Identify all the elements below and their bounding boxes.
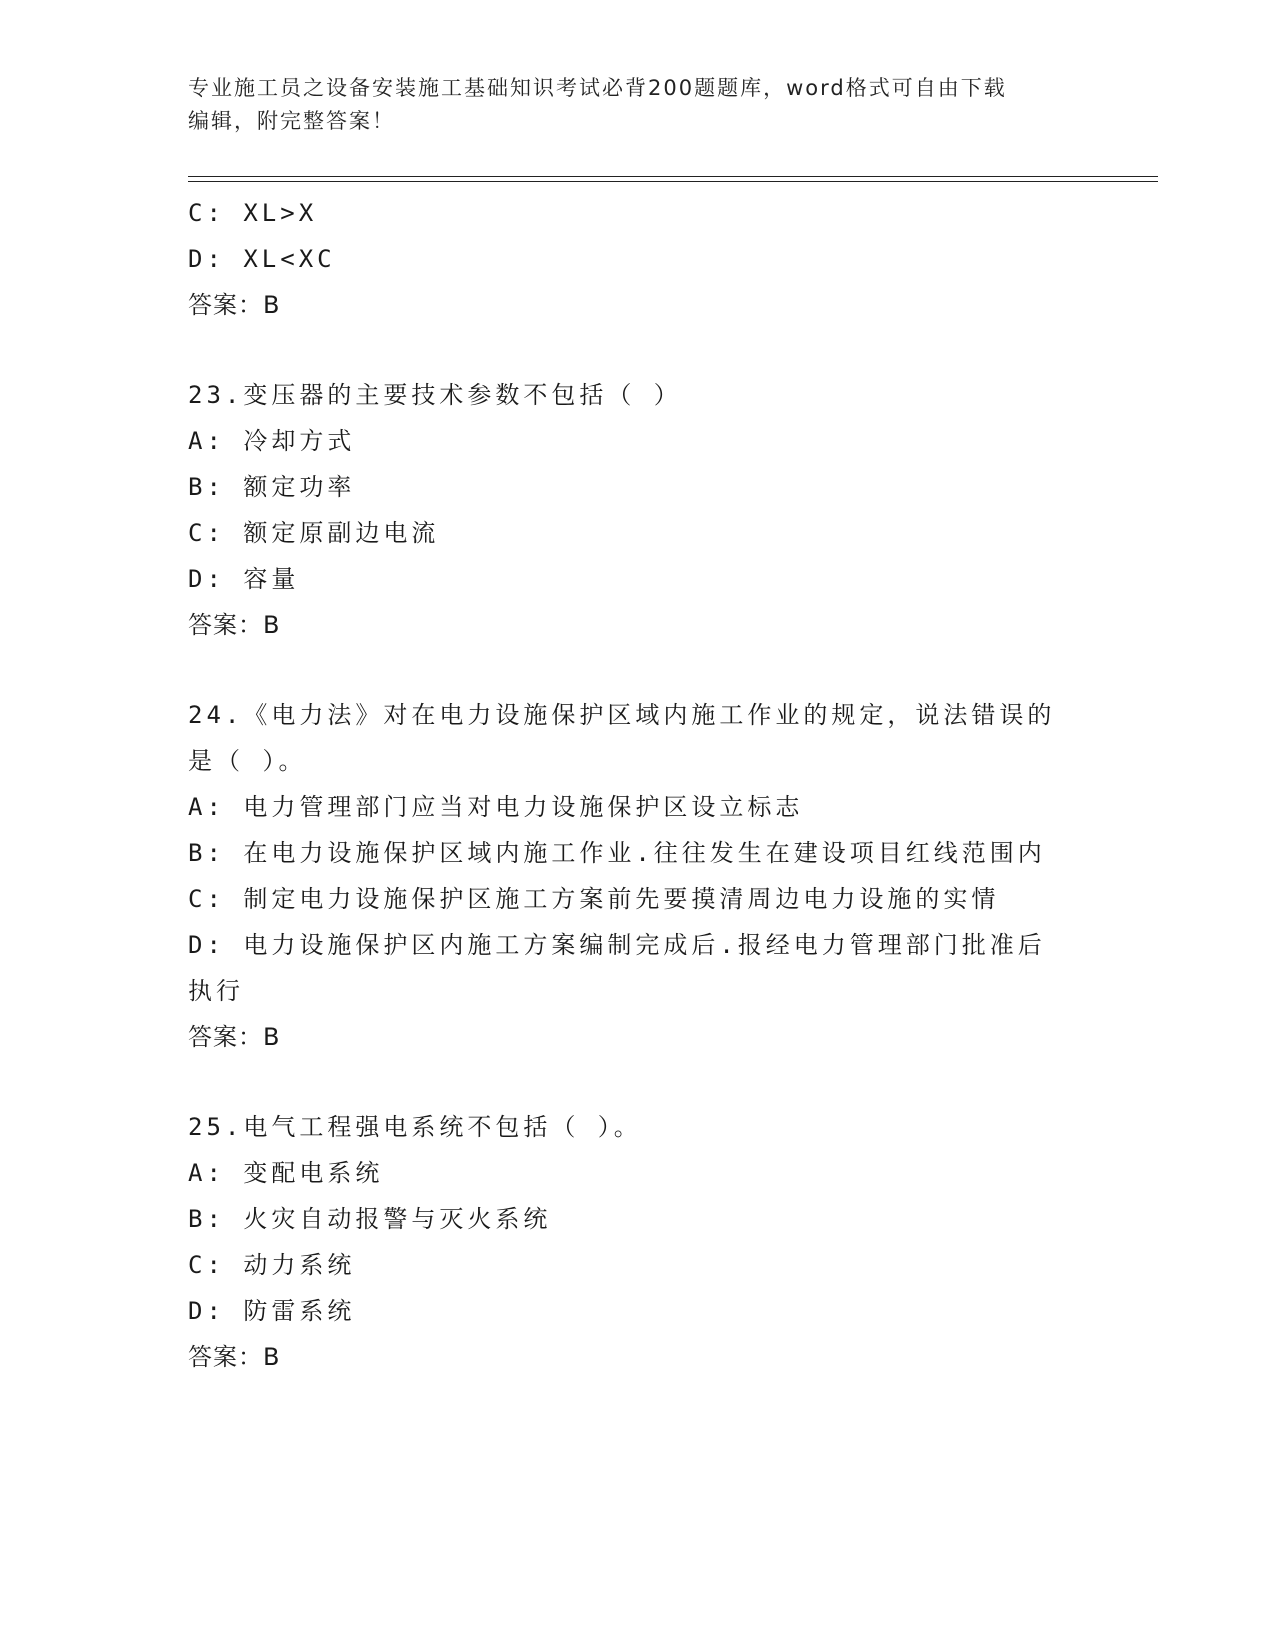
option-d: D: 电力设施保护区内施工方案编制完成后.报经电力管理部门批准后 <box>188 931 1046 959</box>
question-list <box>188 190 1088 1380</box>
answer-line: 答案：B <box>188 611 281 639</box>
answer-line: 答案：B <box>188 1343 281 1371</box>
header-divider-bottom <box>188 181 1158 182</box>
option-c: C: 制定电力设施保护区施工方案前先要摸清周边电力设施的实情 <box>188 885 1000 913</box>
question-stem-continued: 是（ ）。 <box>188 747 307 775</box>
option-b: B: 额定功率 <box>188 473 356 501</box>
option-c: C: 额定原副边电流 <box>188 519 440 547</box>
answer-line: 答案：B <box>188 291 281 319</box>
question-25 <box>188 1104 1088 1380</box>
question-stem: 24.《电力法》对在电力设施保护区域内施工作业的规定，说法错误的 <box>188 701 1056 729</box>
option-b: B: 在电力设施保护区域内施工作业.往往发生在建设项目红线范围内 <box>188 839 1046 867</box>
question-stem: 25.电气工程强电系统不包括（ ）。 <box>188 1113 642 1141</box>
option-d: D: 防雷系统 <box>188 1297 356 1325</box>
option-a: A: 冷却方式 <box>188 427 356 455</box>
option-d-continued: 执行 <box>188 977 244 1005</box>
previous-question-tail <box>188 190 1088 328</box>
option-c: C: 动力系统 <box>188 1251 356 1279</box>
question-23 <box>188 372 1088 648</box>
option-b: B: 火灾自动报警与灭火系统 <box>188 1205 552 1233</box>
question-stem: 23.变压器的主要技术参数不包括（ ） <box>188 381 682 409</box>
option-c: C: XL>X <box>188 199 318 227</box>
header-divider-top <box>188 176 1158 177</box>
question-24 <box>188 692 1088 1060</box>
page-header <box>188 72 1088 138</box>
option-a: A: 电力管理部门应当对电力设施保护区设立标志 <box>188 793 804 821</box>
header-title-line-2: 编辑，附完整答案！ <box>188 109 395 133</box>
option-d: D: 容量 <box>188 565 300 593</box>
option-d: D: XL<XC <box>188 245 336 273</box>
answer-line: 答案：B <box>188 1023 281 1051</box>
option-a: A: 变配电系统 <box>188 1159 384 1187</box>
header-title-line-1: 专业施工员之设备安装施工基础知识考试必背200题题库，word格式可自由下载 <box>188 76 1007 100</box>
